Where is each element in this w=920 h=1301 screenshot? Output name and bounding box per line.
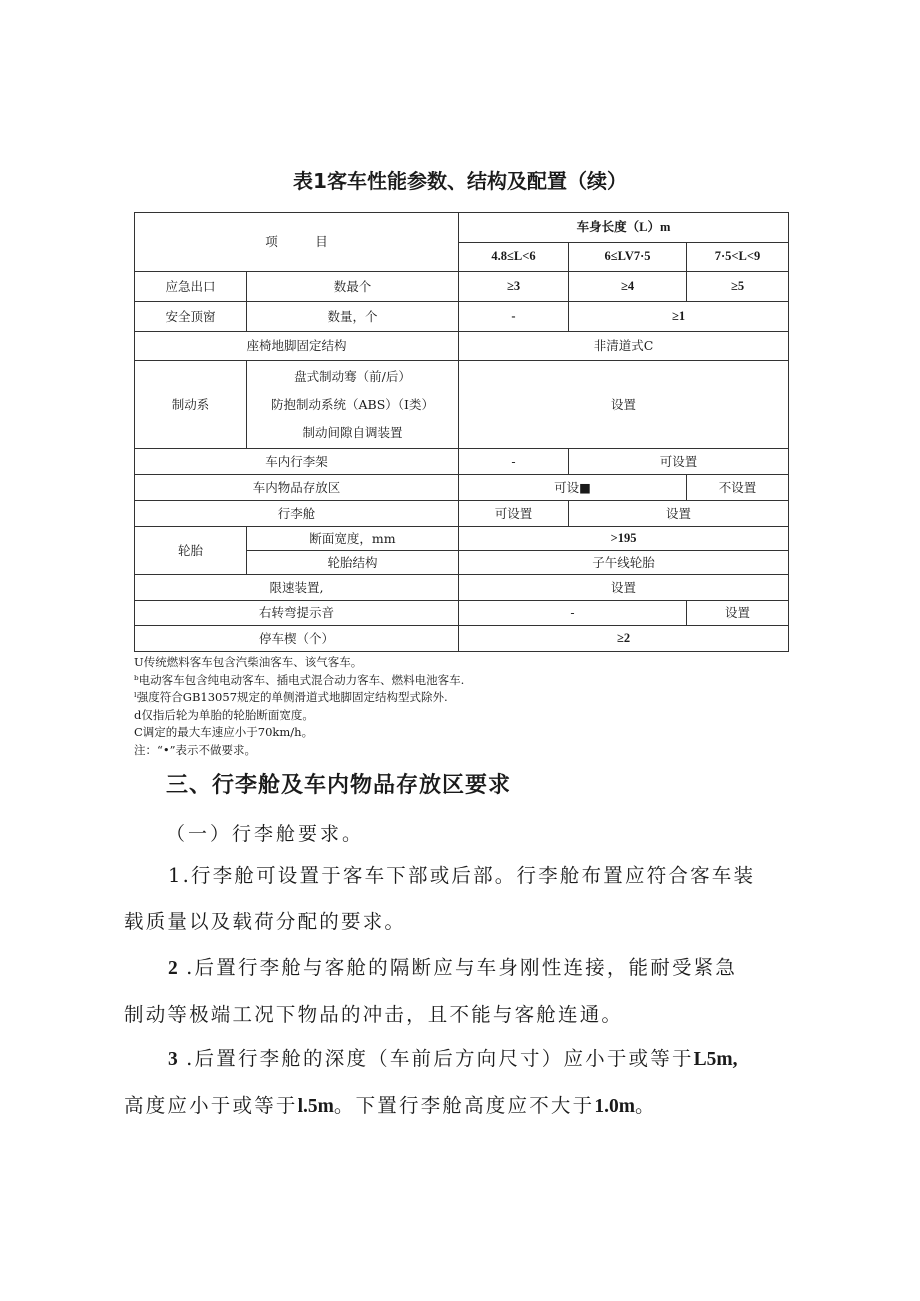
note-c: ˡ强度符合GB13057规定的单侧滑道式地脚固定结构型式除外.	[134, 690, 448, 705]
p2-number: 2	[168, 958, 178, 979]
row-label-speed-limiter: 限速装置,	[135, 575, 459, 601]
cell-seat-fixing	[459, 332, 789, 361]
cell-emergency-exit-2: ≥4	[569, 272, 687, 302]
length-header: 车身长度（L）m	[459, 213, 789, 243]
section-subheading: （一）行李舱要求。	[166, 823, 365, 845]
cell-storage-area-3: 不设置	[687, 475, 789, 501]
table-notes	[134, 654, 794, 760]
note-e: C调定的最大车速应小于70km/h。	[134, 725, 314, 740]
row-label-right-turn: 右转弯提示音	[135, 601, 459, 626]
brake-sub-2: 防抱制动系统（ABS）（I类）	[271, 396, 434, 412]
cell-brake: 设置	[459, 361, 789, 449]
row-sub-tyre-structure: 轮胎结构	[247, 551, 459, 575]
cell-emergency-exit-3: ≥5	[687, 272, 789, 302]
p3-value-depth: L5m,	[693, 1049, 738, 1070]
note-d: d仅指后轮为单胎的轮胎断面宽度。	[134, 707, 314, 722]
cell-right-turn-12: -	[459, 601, 687, 626]
note-a: U传统燃料客车包含汽柴油客车、该气客车。	[134, 655, 363, 669]
cell-emergency-exit-1: ≥3	[459, 272, 569, 302]
cell-luggage-rack-23: 可设置	[569, 449, 789, 475]
cell-storage-area-12: 可设■	[459, 475, 687, 501]
row-sub-roof-hatch: 数量，个	[247, 302, 459, 332]
cell-tyre-structure: 子午线轮胎	[459, 551, 789, 575]
row-label-storage-area: 车内物品存放区	[135, 475, 459, 501]
p3-value-height: l.5m	[297, 1096, 334, 1117]
p1-line-a: 1.行李舱可设置于客车下部或后部。行李舱布置应符合客车装	[168, 864, 756, 887]
cell-tyre-width: >195	[459, 527, 789, 551]
row-label-wheel-chock: 停车楔（个）	[135, 626, 459, 652]
note-remark: 注：“•”表示不做要求。	[134, 742, 257, 757]
cell-wheel-chock: ≥2	[459, 626, 789, 652]
section-heading: 三、行李舱及车内物品存放区要求	[166, 773, 512, 798]
p2-line-a: .后置行李舱与客舱的隔断应与车身刚性连接，能耐受紧急	[186, 956, 738, 979]
cell-roof-hatch-1: -	[459, 302, 569, 332]
col-header-1: 4.8≤L<6	[459, 243, 569, 272]
cell-luggage-compartment-1: 可设置	[459, 501, 569, 527]
p1-line-b: 载质量以及载荷分配的要求。	[124, 910, 407, 933]
table-title: 表1客车性能参数、结构及配置（续）	[293, 169, 627, 193]
row-label-luggage-rack: 车内行李架	[135, 449, 459, 475]
p3-line-b3: 。	[634, 1094, 657, 1117]
brake-sub-1: 盘式制动骞（前/后）	[294, 368, 411, 384]
seat-fixing-value: 非清道式C	[593, 338, 654, 354]
paragraph-3	[124, 1036, 796, 1130]
row-sub-tyre-width: 断面宽度，mm	[247, 527, 459, 551]
spec-table	[134, 212, 789, 652]
col-header-2: 6≤LV7·5	[569, 243, 687, 272]
row-sub-emergency-exit: 数最个	[247, 272, 459, 302]
row-sub-brake	[247, 361, 459, 449]
row-label-luggage-compartment: 行李舱	[135, 501, 459, 527]
p3-number: 3	[168, 1049, 178, 1070]
row-label-emergency-exit: 应急出口	[135, 272, 247, 302]
item-header: 项 目	[135, 213, 459, 272]
row-label-roof-hatch: 安全顶窗	[135, 302, 247, 332]
paragraph-2	[124, 945, 796, 1038]
p3-value-lower-height: 1.0m	[594, 1096, 635, 1117]
row-label-seat-fixing: 座椅地脚固定结构	[135, 332, 459, 361]
col-header-3: 7·5<L<9	[687, 243, 789, 272]
cell-speed-limiter: 设置	[459, 575, 789, 601]
note-b: ᵇ电动客车包含纯电动客车、插电式混合动力客车、燃料电池客车.	[134, 672, 465, 687]
row-label-brake: 制动系	[135, 361, 247, 449]
cell-right-turn-3: 设置	[687, 601, 789, 626]
cell-luggage-compartment-23: 设置	[569, 501, 789, 527]
p3-line-b2: 。下置行李舱高度应不大于	[333, 1094, 595, 1117]
p3-line-b1: 高度应小于或等于	[124, 1094, 298, 1117]
cell-roof-hatch-23: ≥1	[569, 302, 789, 332]
p2-line-b: 制动等极端工况下物品的冲击，且不能与客舱连通。	[124, 1003, 624, 1026]
cell-luggage-rack-1: -	[459, 449, 569, 475]
row-label-tyre: 轮胎	[135, 527, 247, 575]
brake-sub-3: 制动间隙自调装置	[302, 424, 403, 440]
p3-line-a: .后置行李舱的深度（车前后方向尺寸）应小于或等于	[186, 1047, 694, 1070]
paragraph-1	[124, 853, 796, 945]
